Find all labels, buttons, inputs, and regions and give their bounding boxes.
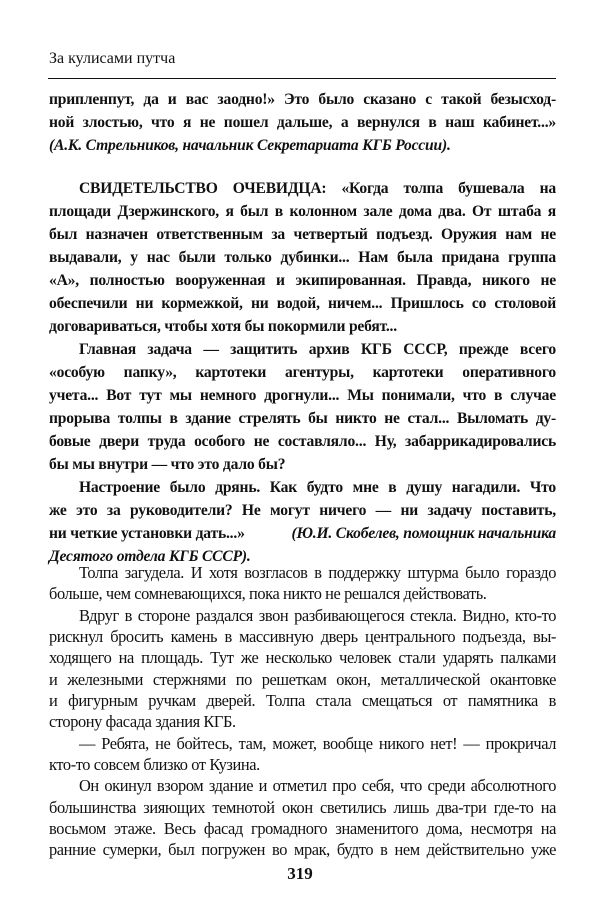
text-line: ной злостью, что я не пошел дальше, а вернулся в наш кабинет...»: [49, 114, 556, 131]
attribution: (Ю.И. Скобелев, помощник начальника: [291, 525, 556, 542]
text-line: кто-то совсем близко от Кузина.: [49, 755, 260, 774]
text-line: Вдруг в стороне раздался звон разбивающегося стекла. Видно, кто-то: [79, 606, 556, 625]
text-line: большинства зияющих темнотой окон светились лишь два-три где-то на: [49, 798, 556, 817]
text-line: Главная задача — защитить архив КГБ СССР, прежде всего: [79, 341, 556, 358]
attribution: Десятого отдела КГБ СССР).: [49, 548, 251, 565]
text-line: Толпа загудела. И хотя возгласов в поддержку штурма было гораздо: [79, 563, 556, 582]
text-line: и железными стержнями по решеткам окон, металлической окантовке: [49, 670, 556, 689]
text-line: учета... Вот тут мы немного дрогнули... Мы понимали, что в случае: [49, 387, 556, 404]
text-line: больше, чем сомневающихся, пока никто не решался действовать.: [49, 584, 487, 603]
text-line: ходящего на площадь. Тут же несколько человек стали ударять палками: [49, 648, 556, 667]
text-line: СВИДЕТЕЛЬСТВО ОЧЕВИДЦА: «Когда толпа бушевала на: [79, 180, 556, 197]
text-line: [49, 525, 556, 543]
text-line: ранние сумерки, был погружен во мрак, будто в нем действительно уже: [49, 840, 556, 859]
text-line: бы мы внутри — что это дало бы?: [49, 456, 286, 473]
text-line: рискнул бросить камень в массивную дверь центрального подъезда, вы-: [49, 627, 556, 646]
text-line: площади Дзержинского, я был в колонном зале дома два. От штаба я: [49, 203, 556, 220]
text-line: договариваться, чтобы хотя бы покормили ребят...: [49, 318, 397, 335]
text-line: же это за руководители? Не могут ничего — ни задачу поставить,: [49, 502, 556, 519]
text-line: восьмом этаже. Весь фасад громадного знаменитого дома, несмотря на: [49, 819, 556, 838]
text-line: прорыва толпы в здание стрелять бы никто не стал... Выломать ду-: [49, 410, 556, 427]
text-line: и фигурным ручкам дверей. Толпа стала смещаться от памятника в: [49, 691, 556, 710]
text-line: — Ребята, не бойтесь, там, может, вообще никого нет! — прокричал: [79, 734, 556, 753]
text-line: обеспечили ни кормежкой, ни водой, ничем... Пришлось со столовой: [49, 295, 556, 312]
running-header: За кулисами путча: [49, 50, 176, 67]
text-line: «А», полностью вооруженная и экипированная. Правда, никого не: [49, 272, 556, 289]
attribution: (А.К. Стрельников, начальник Секретариата КГБ России).: [49, 137, 451, 154]
text-line: был назначен ответственным за четвертый подъезд. Оружия нам не: [49, 226, 556, 243]
text-fragment: ни четкие установки дать...»: [49, 525, 245, 542]
text-line: Он окинул взором здание и отметил про себя, что среди абсолютного: [79, 776, 556, 795]
text-line: «особую папку», картотеки агентуры, картотеки оперативного: [49, 364, 556, 381]
text-line: сторону фасада здания КГБ.: [49, 712, 236, 731]
text-line: Настроение было дрянь. Как будто мне в душу нагадили. Что: [79, 479, 556, 496]
page-number: 319: [287, 864, 313, 883]
text-line: выдавали, у нас были только дубинки... Нам была придана группа: [49, 249, 556, 266]
header-rule: [48, 78, 556, 79]
text-line: бовые двери труда особого не составляло... Ну, забаррикадировались: [49, 433, 556, 450]
text-line: припленпут, да и вас заодно!» Это было сказано с такой безысход-: [49, 91, 556, 108]
